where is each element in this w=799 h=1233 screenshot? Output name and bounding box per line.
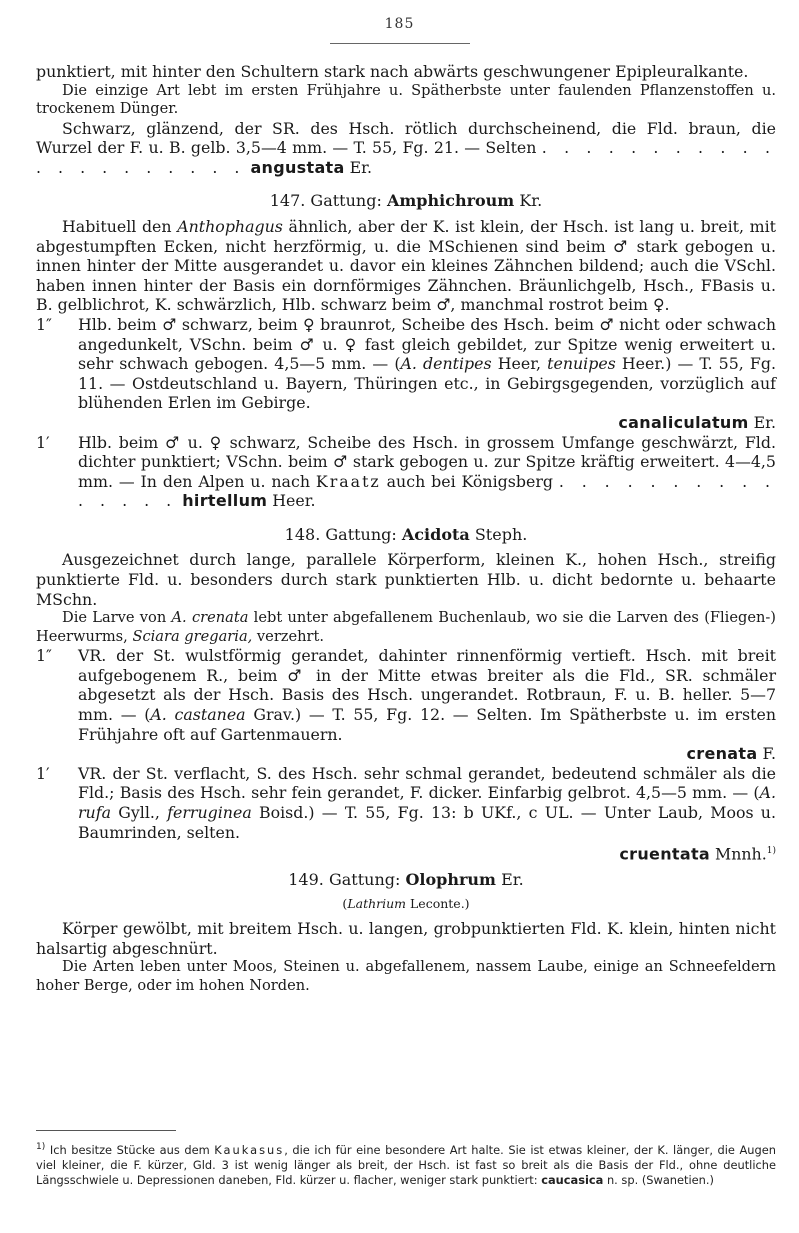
species-author: Mnnh. [715,844,767,864]
desc-italic: Anthophagus [177,216,283,236]
genus-149-description: Körper gewölbt, mit breitem Hsch. u. langen, grobpunktierten Fld. K. klein, hinten nicht halsartig abgeschnürt. [36,919,776,958]
genus-148-larva [36,609,776,646]
larva-italic: A. crenata [171,609,249,627]
footnote-rule [36,1130,176,1131]
page-body [36,62,776,995]
footnote-mark: 1) [36,1142,46,1152]
key-italic: ferruginea [167,803,252,822]
species-author: Er. [349,157,372,177]
desc-text: ähnlich, aber der K. ist klein, der Hsch. ist lang u. breit, mit abgestumpften Ecken, nicht herzförmig, u. die MSchienen sind beim ♂ stark gebogen u. innen hinter der Mitte ausgerandet u. davor ein kleines Zähnchen bildend; auch die VSchl. haben innen hinter der Basis ein dornförmiges Zähnchen. Bräunlichgelb, Hsch., FBasis u. B. gelblichrot, K. schwärzlich, Hlb. schwarz beim ♂, manchmal rostrot beim ♀. [36,216,776,315]
footnote-reference[interactable]: 1) [766,846,776,857]
genus-149-habitat: Die Arten leben unter Moos, Steinen u. abgefallenem, nassem Laube, einige an Schneefeldern hoher Berge, oder im hohen Norden. [36,958,776,994]
key-couplet-1a [36,315,776,433]
key-text: Boisd.) — T. 55, Fg. 13: b UKf., c UL. — Unter Laub, Moos u. Baumrinden, selten. [78,803,776,842]
genus-149-synonym [36,894,776,914]
species-crenata: crenata [686,744,758,764]
species-canaliculatum: canaliculatum [618,412,749,432]
leader-dots: . . . . . . . . . . . . . . . . . . . . . [36,138,777,177]
larva-text: Die Larve von [62,609,172,627]
species-angustata: angustata [250,157,345,177]
larva-text: lebt unter abgefallenem Buchenlaub, wo sie die Larven des (Fliegen-) Heerwurms, [36,609,776,645]
larva-text: verzehrt. [252,627,324,645]
key-italic: A. rufa [78,783,776,822]
genus-name: Olophrum [405,870,496,890]
footnote-text: , die ich für eine besondere Art halte. Sie ist etwas kleiner, der K. länger, die Augen viel kleiner, die F. kürzer, Gld. 3 ist wenig länger als breit, der Hsch. ist fast so breit als die Basis der Fld., ohne deutliche Längsschwiele u. Depressionen daneben, Fld. kürzer u. flacher, weniger stark punktiert: [36,1142,776,1187]
key-italic: A. castanea [150,705,246,725]
key-italic: A. dentipes [400,354,492,374]
key-couplet-2b [36,764,776,864]
genus-148-heading [36,525,776,545]
key-mark: 1′ [36,763,50,783]
key-text: VR. der St. verflacht, S. des Hsch. sehr schmal gerandet, bedeutend schmäler als die Fld.; Basis des Hsch. sehr fein gerandet, F. dicker. Einfarbig gelbrot. 4,5—5 mm. — ( [78,763,776,803]
key-mark: 1″ [36,646,52,666]
species-caucasica: caucasica [541,1172,604,1187]
leader-dots: . . . . . . . . . . . . . . . [78,471,776,511]
footnote-text: n. sp. (Swanetien.) [603,1172,714,1187]
key-text: Hlb. beim ♂ u. ♀ schwarz, Scheibe des Hsch. in grossem Umfange geschwärzt, Fld. dichter punktiert; VSchn. beim ♂ stark gebogen u. zur Spitze kräftig erweitert. 4—4,5 mm. — In den Alpen u. nach [78,432,776,491]
key-couplet-1b [36,433,776,511]
footnote-spaced: Kaukasus [214,1142,285,1157]
intro-habitat: Die einzige Art lebt im ersten Frühjahre u. Spätherbste unter faulenden Pflanzenstoffen u. trockenem Dünger. [36,81,776,118]
genus-number: 148. Gattung: [284,524,397,544]
key-text: auch bei Königsberg [380,471,553,491]
genus-author: Er. [501,870,524,890]
synonym-bracket: ( [342,895,348,911]
page-number-rule [330,43,470,44]
intro-description-text: Schwarz, glänzend, der SR. des Hsch. rötlich durchscheinend, die Fld. braun, die Wurzel der F. u. B. gelb. 3,5—4 mm. — T. 55, Fg. 21. — Selten [36,118,776,158]
key-text: VR. der St. wulstförmig gerandet, dahinter rinnenförmig vertieft. Hsch. mit breit aufgebogenem R., beim ♂ in der Mitte etwas breiter als die Fld., SR. schmäler abgesetzt als der Hsch. Basis des Hsch. ungerandet. Rotbraun, F. u. B. heller. 5—7 mm. — ( [78,646,776,725]
synonym-name: Lathrium [347,895,407,911]
genus-name: Amphichroum [386,191,515,211]
key-mark: 1′ [36,432,50,452]
species-author: F. [762,744,776,764]
key-text: Grav.) — T. 55, Fg. 12. — Selten. Im Spätherbste u. im ersten Frühjahre oft auf Gartenmauern. [78,705,777,744]
genus-148-description: Ausgezeichnet durch lange, parallele Körperform, kleinen K., hohen Hsch., streifig punktierte Fld. u. besonders durch stark punktierten Hlb. u. dicht bedornte u. behaarte MSchn. [36,550,776,609]
footnote-text: Ich besitze Stücke aus dem [45,1142,215,1157]
synonym-author: Leconte.) [406,895,470,911]
species-cruentata: cruentata [619,844,710,864]
intro-description [36,119,776,178]
genus-147-heading [36,191,776,211]
species-hirtellum: hirtellum [182,491,268,511]
key-text: Gyll., [111,803,168,822]
genus-author: Kr. [519,191,543,211]
genus-number: 147. Gattung: [269,191,382,211]
species-author: Er. [753,412,776,432]
species-author: Heer. [272,491,316,511]
intro-continuation: punktiert, mit hinter den Schultern stark nach abwärts geschwungener Epipleuralkante. [36,62,749,81]
footnote [36,1140,776,1188]
larva-italic: Sciara gregaria, [132,627,253,645]
species-line [78,842,776,864]
key-couplet-2a [36,646,776,764]
key-spaced-name: Kraatz [315,471,381,491]
key-text: Heer.) — T. 55, Fg. 11. — Ostdeutschland u. Bayern, Thüringen etc., in Gebirgsgegenden, vorzüglich auf blühenden Erlen im Gebirge. [78,354,776,413]
key-italic: tenuipes [547,354,616,374]
species-line [78,744,776,764]
key-text: Hlb. beim ♂ schwarz, beim ♀ braunrot, Scheibe des Hsch. beim ♂ nicht oder schwach angedunkelt, VSchn. beim ♂ u. ♀ fast gleich gebildet, zur Spitze wenig erweitert u. sehr schwach gebogen. 4,5—5 mm. — ( [78,314,776,374]
key-mark: 1″ [36,314,52,334]
genus-147-description [36,217,776,315]
genus-149-heading [36,870,776,890]
page-number: 185 [384,16,415,32]
desc-text: Habituell den [62,216,178,236]
species-line [78,413,776,433]
genus-name: Acidota [401,524,470,544]
genus-number: 149. Gattung: [288,870,401,890]
genus-author: Steph. [474,524,528,544]
key-text: Heer, [491,354,548,374]
